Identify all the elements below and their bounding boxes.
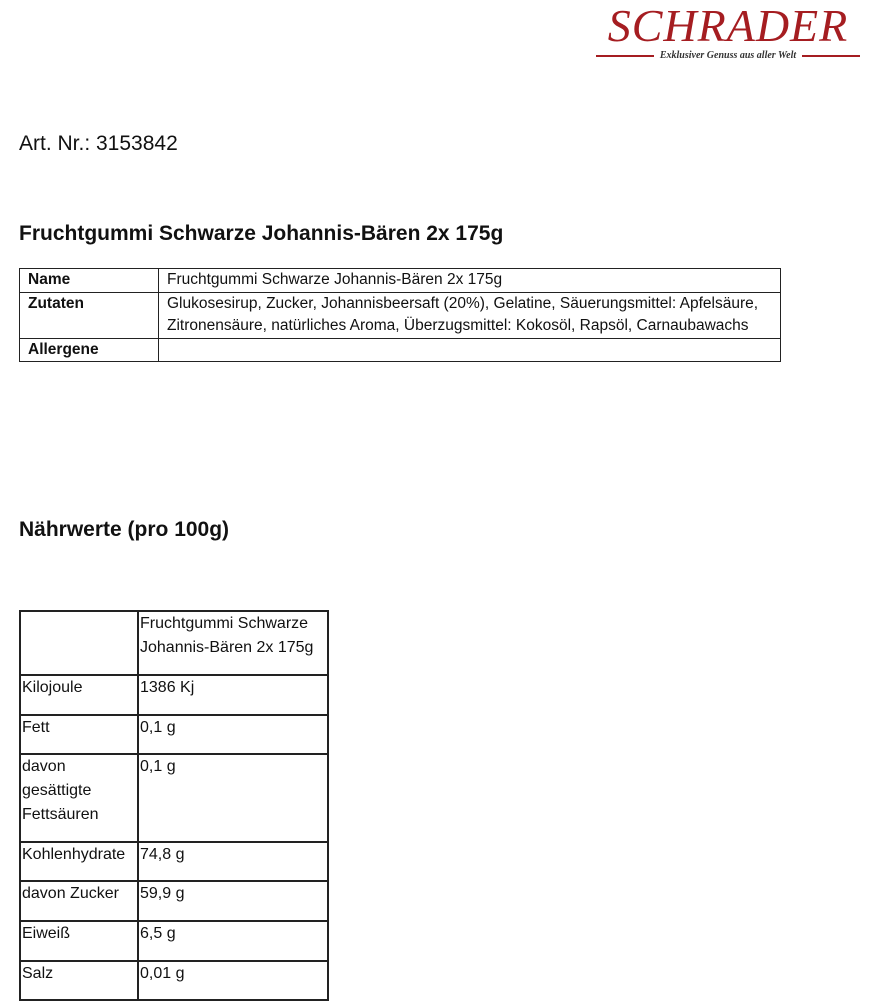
nutrition-table — [19, 610, 329, 1001]
product-info-table — [19, 268, 781, 362]
table-row — [20, 842, 328, 881]
row-label: davon gesättigte Fettsäuren — [20, 754, 138, 842]
table-row — [20, 921, 328, 961]
logo-brand: SCHRADER — [607, 0, 849, 51]
row-value: 0,1 g — [138, 715, 328, 754]
article-number: Art. Nr.: 3153842 — [19, 132, 178, 155]
row-value: 74,8 g — [138, 842, 328, 881]
schrader-logo — [596, 2, 860, 61]
table-row — [20, 338, 781, 362]
empty-cell — [20, 611, 138, 675]
row-label: Allergene — [20, 338, 159, 362]
row-label: Name — [20, 269, 159, 293]
table-row — [20, 675, 328, 715]
row-value: Fruchtgummi Schwarze Johannis-Bären 2x 175g — [159, 269, 781, 293]
row-label: Fett — [20, 715, 138, 754]
row-value — [159, 338, 781, 362]
logo-tagline: Exklusiver Genuss aus aller Welt — [659, 50, 797, 61]
row-label: Zutaten — [20, 292, 159, 338]
table-row — [20, 881, 328, 921]
column-header: Fruchtgummi Schwarze Johannis-Bären 2x 175g — [138, 611, 328, 675]
row-label: Eiweiß — [20, 921, 138, 961]
table-row — [20, 715, 328, 754]
table-header-row — [20, 611, 328, 675]
row-value: 59,9 g — [138, 881, 328, 921]
product-title: Fruchtgummi Schwarze Johannis-Bären 2x 175g — [19, 222, 504, 245]
row-value: 0,1 g — [138, 754, 328, 842]
row-value: 1386 Kj — [138, 675, 328, 715]
logo-tagline-row — [596, 50, 860, 61]
row-label: Salz — [20, 961, 138, 1000]
table-row — [20, 961, 328, 1000]
table-row — [20, 754, 328, 842]
nutrition-title: Nährwerte (pro 100g) — [19, 518, 230, 541]
row-label: davon Zucker — [20, 881, 138, 921]
row-value: 0,01 g — [138, 961, 328, 1000]
row-value: 6,5 g — [138, 921, 328, 961]
row-label: Kilojoule — [20, 675, 138, 715]
row-label: Kohlenhydrate — [20, 842, 138, 881]
table-row — [20, 292, 781, 338]
table-row — [20, 269, 781, 293]
row-value: Glukosesirup, Zucker, Johannisbeersaft (20%), Gelatine, Säuerungsmittel: Apfelsäure, Zitronensäure, natürliches Aroma, Überzugsmittel: Kokosöl, Rapsöl, Carnaubawachs — [159, 292, 781, 338]
